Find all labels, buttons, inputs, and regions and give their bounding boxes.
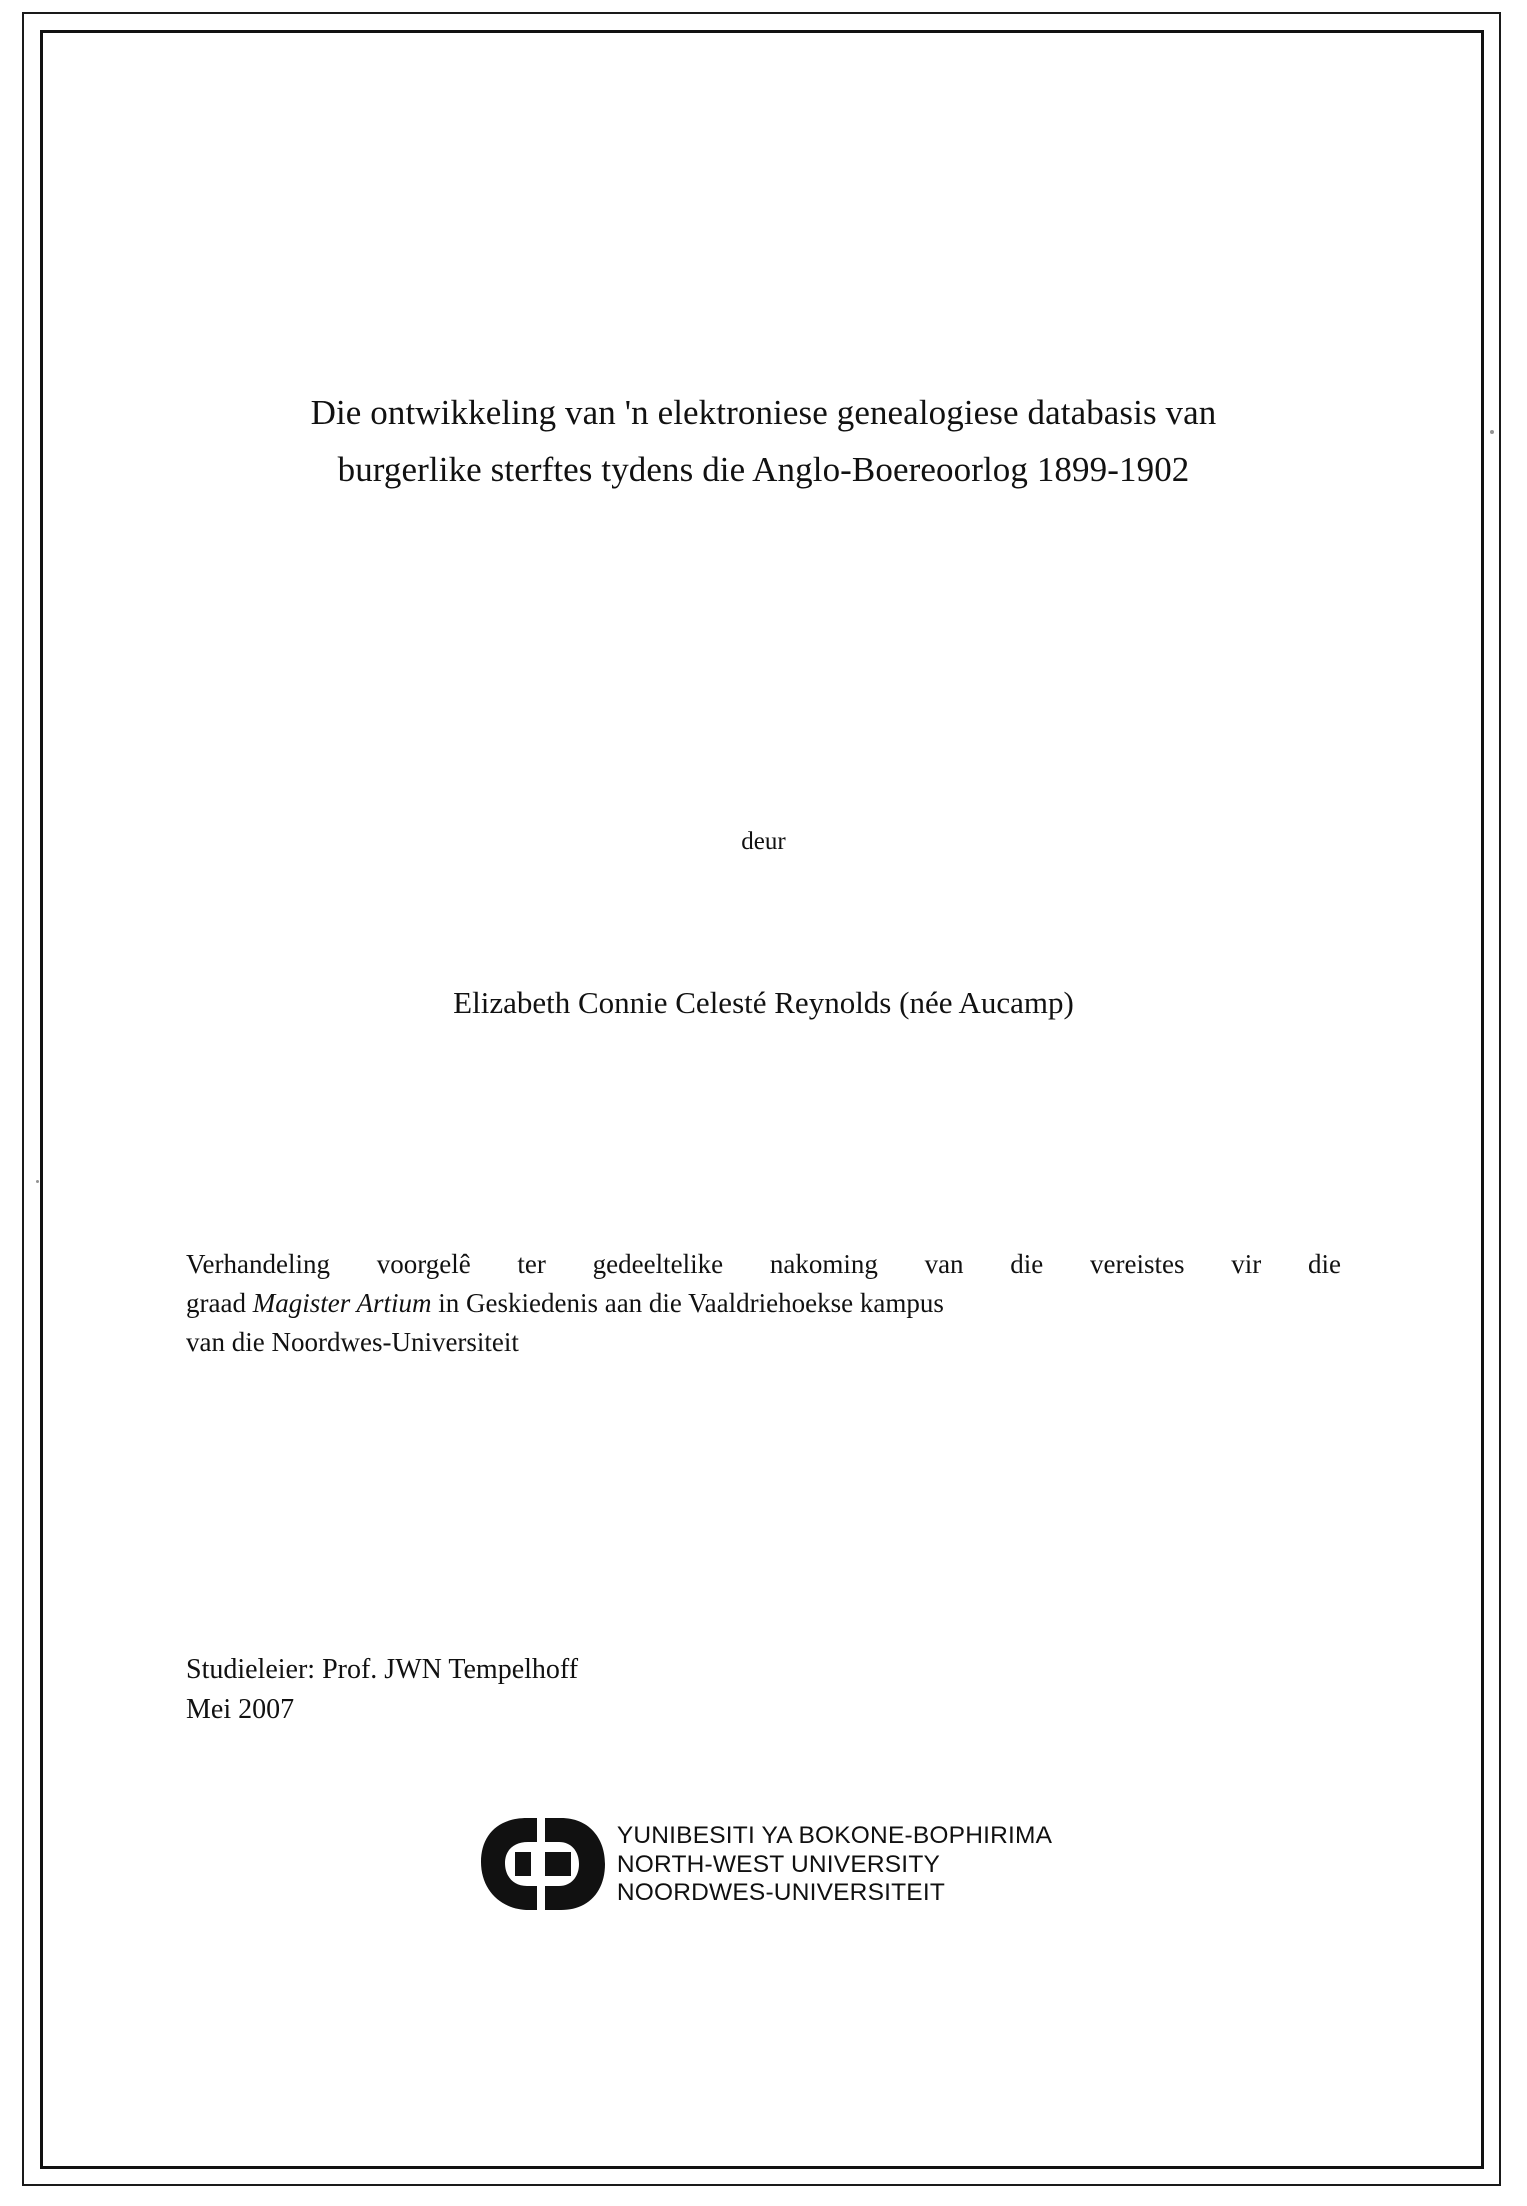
logo-line-2: NORTH-WEST UNIVERSITY xyxy=(616,1850,941,1878)
scan-speck xyxy=(36,1180,39,1183)
declaration-line-1: Verhandeling voorgelê ter gedeeltelike nakoming van die vereistes vir die xyxy=(186,1249,1341,1279)
title-line-2: burgerlike sterftes tydens die Anglo-Boereoorlog 1899-1902 xyxy=(337,449,1190,489)
university-logo xyxy=(186,1812,1341,1916)
declaration-line-2-suffix: in Geskiedenis aan die Vaaldriehoekse kampus xyxy=(431,1287,944,1318)
logo-line-1: YUNIBESITI YA BOKONE-BOPHIRIMA xyxy=(616,1822,1053,1850)
declaration-line-2 xyxy=(186,1284,1341,1323)
title-page-content xyxy=(186,30,1341,2169)
north-west-university-logo-icon xyxy=(475,1812,607,1916)
by-word: deur xyxy=(741,828,786,855)
supervisor-line: Studieleier: Prof. JWN Tempelhoff xyxy=(186,1654,579,1685)
declaration-line-3: van die Noordwes-Universiteit xyxy=(186,1326,519,1357)
scan-speck xyxy=(1490,430,1494,434)
document-title xyxy=(186,385,1341,498)
degree-name: Magister Artium xyxy=(252,1287,432,1318)
title-line-1: Die ontwikkeling van 'n elektroniese genealogiese databasis van xyxy=(310,393,1217,432)
date-line: Mei 2007 xyxy=(186,1693,295,1725)
logo-line-3: NOORDWES-UNIVERSITEIT xyxy=(616,1879,945,1907)
supervisor-block xyxy=(186,1650,1341,1730)
university-logo-text xyxy=(617,1820,1052,1907)
author-name: Elizabeth Connie Celesté Reynolds (née Aucamp) xyxy=(453,985,1074,1020)
degree-declaration xyxy=(186,1245,1341,1362)
declaration-line-2-prefix: graad xyxy=(186,1287,253,1318)
